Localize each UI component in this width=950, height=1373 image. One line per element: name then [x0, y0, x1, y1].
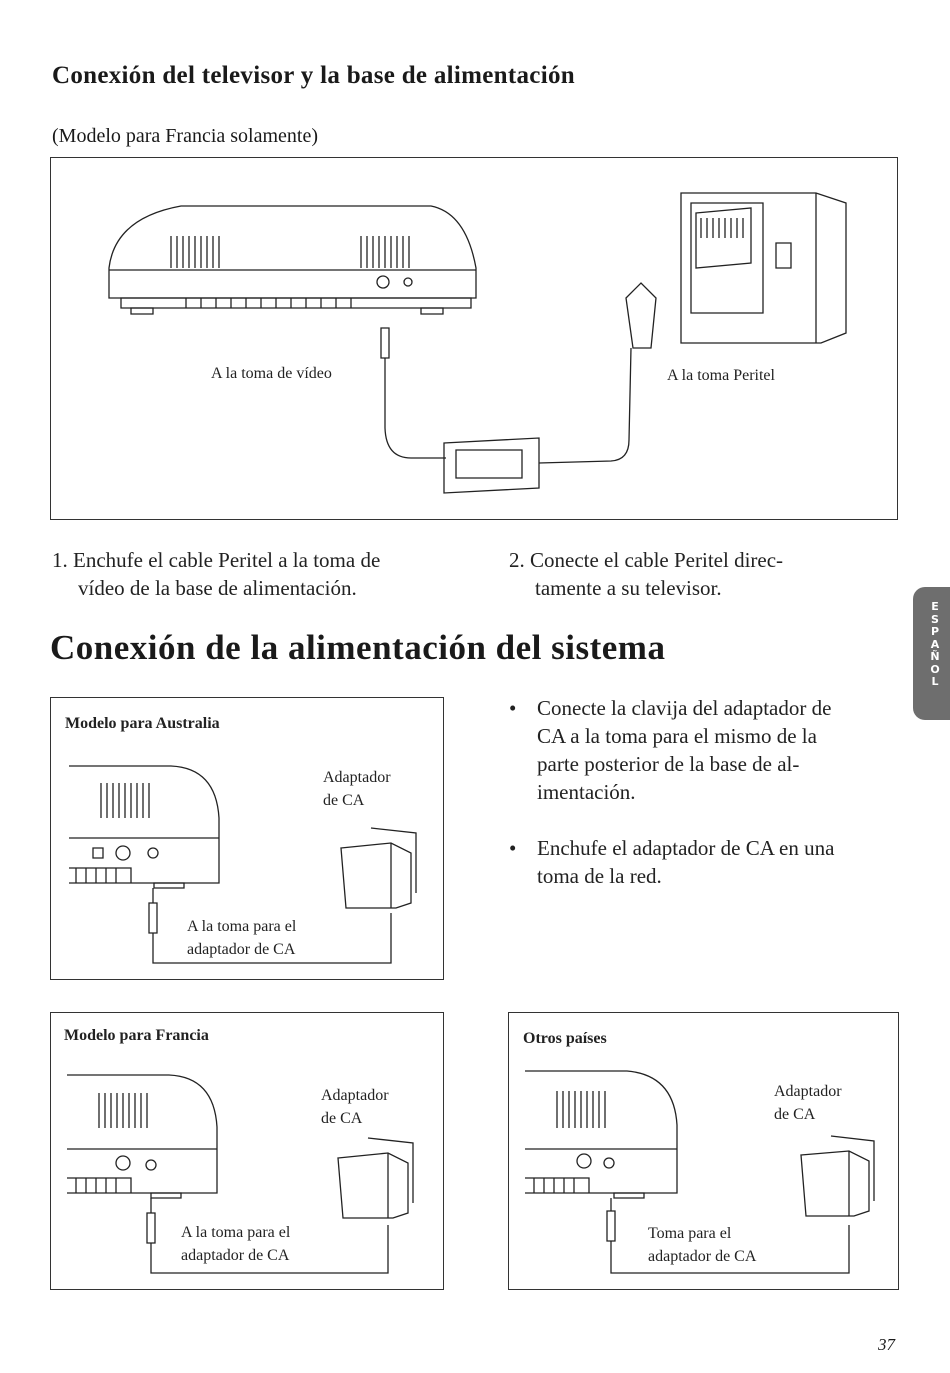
label-adapter-jack [181, 1221, 290, 1267]
bullet-line: parte posterior de la base de al- [537, 752, 800, 776]
box-title: Modelo para Francia [64, 1027, 209, 1044]
label-video-jack: A la toma de vídeo [211, 365, 332, 382]
label-adapter-jack-line1: A la toma para el [181, 1224, 291, 1241]
label-ac-adapter-line2: de CA [323, 792, 365, 809]
step-1 [52, 546, 472, 602]
label-ac-adapter-line1: Adaptador [321, 1087, 389, 1104]
label-adapter-jack [187, 915, 296, 961]
label-adapter-jack-line1: Toma para el [648, 1225, 732, 1242]
label-ac-adapter-line1: Adaptador [774, 1083, 842, 1100]
bullet-line: Conecte la clavija del adaptador de [537, 696, 832, 720]
label-adapter-jack-line1: A la toma para el [187, 918, 297, 935]
label-adapter-jack-line2: adaptador de CA [181, 1247, 290, 1264]
bullet-icon: • [509, 696, 517, 720]
bullet-line: Enchufe el adaptador de CA en una [537, 836, 835, 860]
label-ac-adapter-line2: de CA [321, 1110, 363, 1127]
section-title-power-connection: Conexión de la alimentación del sistema [50, 628, 666, 667]
language-side-tab [913, 587, 950, 720]
bullet-line: toma de la red. [537, 864, 662, 888]
figure-france-model [50, 1012, 444, 1290]
section-subtitle-france-only: (Modelo para Francia solamente) [52, 125, 319, 147]
language-tab-label: E S P A Ñ O L [930, 600, 940, 688]
label-ac-adapter [774, 1080, 842, 1126]
box-title: Modelo para Australia [65, 715, 220, 732]
step-text: Conecte el cable Peritel direc- [530, 548, 784, 572]
label-ac-adapter [323, 766, 391, 812]
step-number: 2. [509, 548, 525, 572]
bullet-line: imentación. [537, 780, 636, 804]
page-number: 37 [878, 1335, 895, 1354]
step-text: vídeo de la base de alimentación. [78, 576, 357, 600]
label-ac-adapter-line2: de CA [774, 1106, 816, 1123]
step-2 [509, 546, 899, 602]
step-number: 1. [52, 548, 68, 572]
label-ac-adapter [321, 1084, 389, 1130]
bullet-icon: • [509, 836, 517, 860]
label-ac-adapter-line1: Adaptador [323, 769, 391, 786]
label-adapter-jack-line2: adaptador de CA [648, 1248, 757, 1265]
label-adapter-jack [648, 1222, 756, 1268]
section-title-tv-connection: Conexión del televisor y la base de alimentación [52, 62, 575, 89]
bullet-item [509, 834, 909, 890]
figure-tv-connection [50, 157, 898, 520]
label-adapter-jack-line2: adaptador de CA [187, 941, 296, 958]
step-text: Enchufe el cable Peritel a la toma de [73, 548, 381, 572]
box-title: Otros países [523, 1030, 607, 1047]
figure-other-countries-model [508, 1012, 899, 1290]
figure-australia-model [50, 697, 444, 980]
console-drawing [51, 158, 899, 521]
label-peritel-jack: A la toma Peritel [667, 367, 775, 384]
step-text: tamente a su televisor. [535, 576, 722, 600]
bullet-line: CA a la toma para el mismo de la [537, 724, 817, 748]
bullet-item [509, 694, 909, 806]
